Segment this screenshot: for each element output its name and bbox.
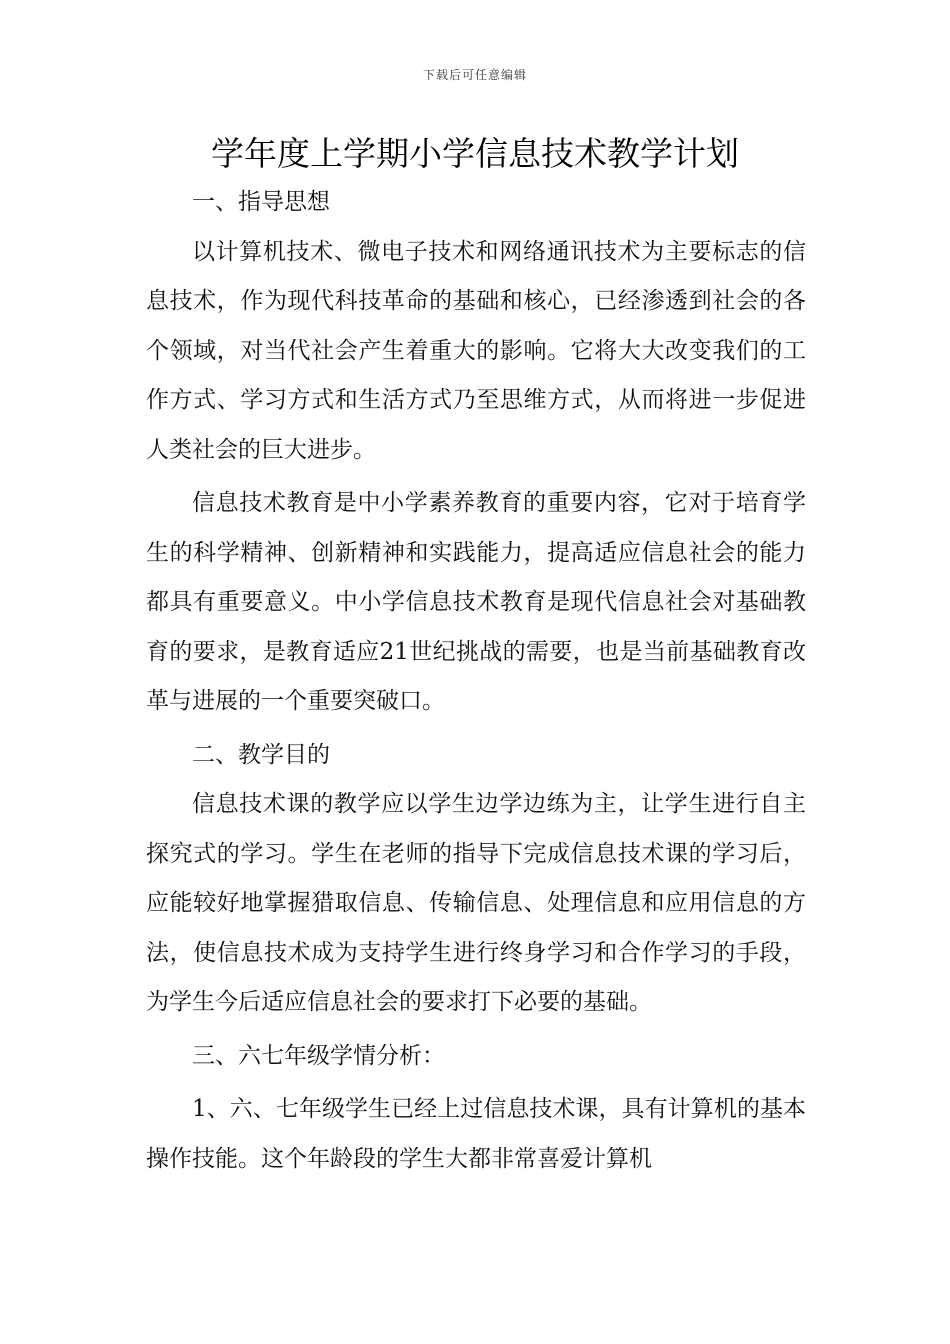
- paragraph: 信息技术课的教学应以学生边学边练为主，让学生进行自主探究式的学习。学生在老师的指导下完成信息技术课的学习后，应能较好地掌握猎取信息、传输信息、处理信息和应用信息的方法，使信息技术成为支持学生进行终身学习和合作学习的手段，为学生今后适应信息社会的要求打下必要的基础。: [146, 791, 806, 1015]
- section-heading-student-analysis: 三、六七年级学情分析：: [192, 1042, 445, 1069]
- section-heading-guiding-thought: 一、指导思想: [192, 189, 330, 215]
- section-heading-teaching-goals: 二、教学目的: [192, 741, 330, 768]
- paragraph: 1、六、七年级学生已经上过信息技术课，具有计算机的基本操作技能。这个年龄段的学生大都非常喜爱计算机: [146, 1096, 806, 1172]
- header-note: 下载后可任意编辑: [422, 68, 527, 82]
- paragraph: 信息技术教育是中小学素养教育的重要内容，它对于培育学生的科学精神、创新精神和实践能力，提高适应信息社会的能力都具有重要意义。中小学信息技术教育是现代信息社会对基础教育的要求，是教育适应21世纪挑战的需要，也是当前基础教育改革与进展的一个重要突破口。: [146, 490, 806, 714]
- paragraph: 以计算机技术、微电子技术和网络通讯技术为主要标志的信息技术，作为现代科技革命的基础和核心，已经渗透到社会的各个领域，对当代社会产生着重大的影响。它将大大改变我们的工作方式、学习方式和生活方式乃至思维方式，从而将进一步促进人类社会的巨大进步。: [146, 238, 806, 463]
- document-title: 学年度上学期小学信息技术教学计划: [211, 134, 739, 173]
- document-body: [146, 178, 806, 1184]
